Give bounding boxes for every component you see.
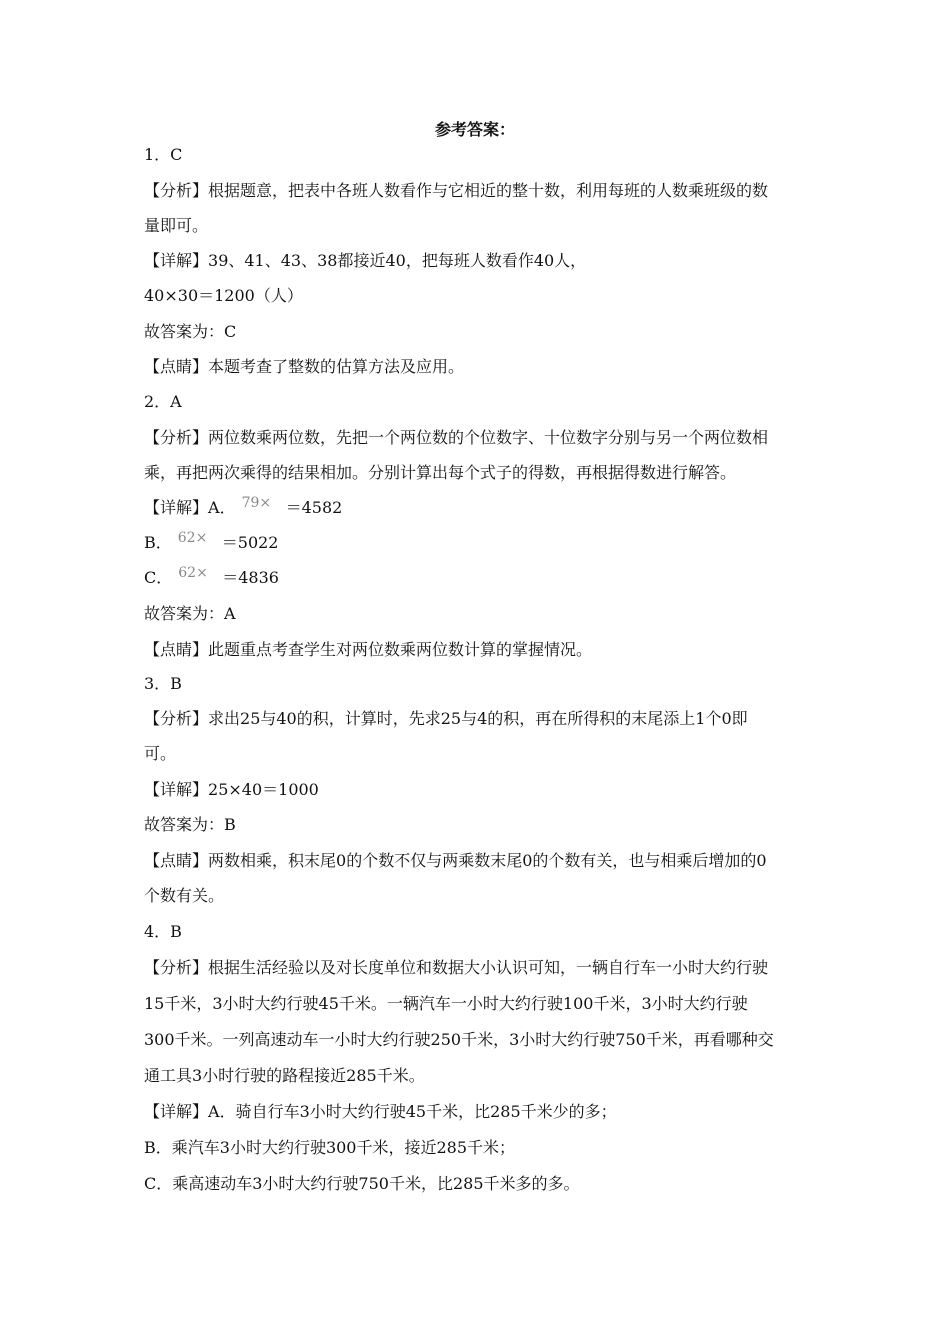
q2-detail-b: [144, 531, 814, 556]
q2-answer: 故答案为：A: [144, 604, 236, 623]
q4-detail-b: B．乘汽车3小时大约行驶300千米，接近285千米；: [144, 1138, 516, 1157]
detail-label: 【详解】: [144, 1102, 209, 1121]
q2-detail-a-result: ＝4582: [285, 498, 343, 517]
q2-detail-a-prefix: A．: [208, 498, 236, 517]
q3-number: 3．B: [144, 674, 182, 693]
q1-detail-text-1: 39、41、43、38都接近40，把每班人数看作40人，: [208, 251, 587, 270]
q1-comment: [144, 355, 814, 379]
detail-label: 【详解】: [144, 780, 209, 799]
q4-analysis-text-1: 根据生活经验以及对长度单位和数据大小认识可知，一辆自行车一小时大约行驶: [208, 958, 769, 977]
detail-label: 【详解】: [144, 498, 209, 517]
q3-detail-text: 25×40＝1000: [208, 780, 319, 799]
comment-label: 【点睛】: [144, 357, 209, 376]
q3-analysis-text-1: 求出25与40的积，计算时，先求25与4的积，再在所得积的末尾添上1个0即: [208, 709, 748, 728]
comment-label: 【点睛】: [144, 640, 209, 659]
q1-number: 1．C: [144, 145, 183, 164]
q2-detail-a-expr: 79×: [241, 495, 272, 511]
q1-analysis-text-1: 根据题意，把表中各班人数看作与它相近的整十数，利用每班的人数乘班级的数: [208, 181, 769, 200]
q3-analysis-line-2: 可。: [144, 744, 177, 763]
q1-analysis-line-2: 量即可。: [144, 216, 209, 235]
q2-detail-b-result: ＝5022: [221, 533, 279, 552]
q4-detail-a: [144, 1100, 814, 1124]
q1-comment-text: 本题考查了整数的估算方法及应用。: [208, 357, 465, 376]
analysis-label: 【分析】: [144, 181, 209, 200]
q2-detail-b-prefix: B．: [144, 533, 172, 552]
q2-analysis-line-2: 乘，再把两次乘得的结果相加。分别计算出每个式子的得数，再根据得数进行解答。: [144, 463, 737, 482]
q1-detail-line-1: [144, 249, 814, 273]
q3-answer: 故答案为：B: [144, 815, 236, 834]
q3-comment-line-1: [144, 849, 814, 873]
q4-analysis-line-1: [144, 956, 814, 980]
comment-label: 【点睛】: [144, 851, 209, 870]
q1-detail-line-2: 40×30＝1200（人）: [144, 286, 303, 305]
q2-analysis-line-1: [144, 426, 814, 450]
q2-detail-c: [144, 566, 814, 591]
analysis-label: 【分析】: [144, 709, 209, 728]
analysis-label: 【分析】: [144, 958, 209, 977]
q2-detail-c-result: ＝4836: [222, 568, 279, 587]
page-title: 参考答案：: [434, 120, 515, 139]
q2-detail-c-prefix: C．: [144, 568, 173, 587]
q3-analysis-line-1: [144, 707, 814, 731]
analysis-label: 【分析】: [144, 428, 209, 447]
q2-detail-a: [144, 496, 814, 521]
q1-analysis-line-1: [144, 179, 814, 203]
q3-comment-text-1: 两数相乘，积末尾0的个数不仅与两乘数末尾0的个数有关，也与相乘后增加的0: [208, 851, 767, 870]
q2-analysis-text-1: 两位数乘两位数，先把一个两位数的个位数字、十位数字分别与另一个两位数相: [208, 428, 769, 447]
q2-comment: [144, 638, 814, 662]
q4-number: 4．B: [144, 922, 182, 941]
q2-detail-c-expr: 62×: [178, 565, 208, 581]
q2-number: 2．A: [144, 392, 182, 411]
detail-label: 【详解】: [144, 251, 209, 270]
q2-detail-b-expr: 62×: [177, 530, 208, 546]
q4-analysis-line-4: 通工具3小时行驶的路程接近285千米。: [144, 1066, 425, 1085]
q4-analysis-line-3: 300千米。一列高速动车一小时大约行驶250千米，3小时大约行驶750千米，再看哪种交: [144, 1030, 774, 1049]
q3-comment-line-2: 个数有关。: [144, 886, 225, 905]
q4-analysis-line-2: 15千米，3小时大约行驶45千米。一辆汽车一小时大约行驶100千米，3小时大约行驶: [144, 994, 748, 1013]
q2-comment-text: 此题重点考查学生对两位数乘两位数计算的掌握情况。: [208, 640, 593, 659]
q3-detail: [144, 778, 814, 802]
q4-detail-a-text: A．骑自行车3小时大约行驶45千米，比285千米少的多；: [208, 1102, 617, 1121]
q4-detail-c: C．乘高速动车3小时大约行驶750千米，比285千米多的多。: [144, 1174, 580, 1193]
q1-answer: 故答案为：C: [144, 322, 237, 341]
